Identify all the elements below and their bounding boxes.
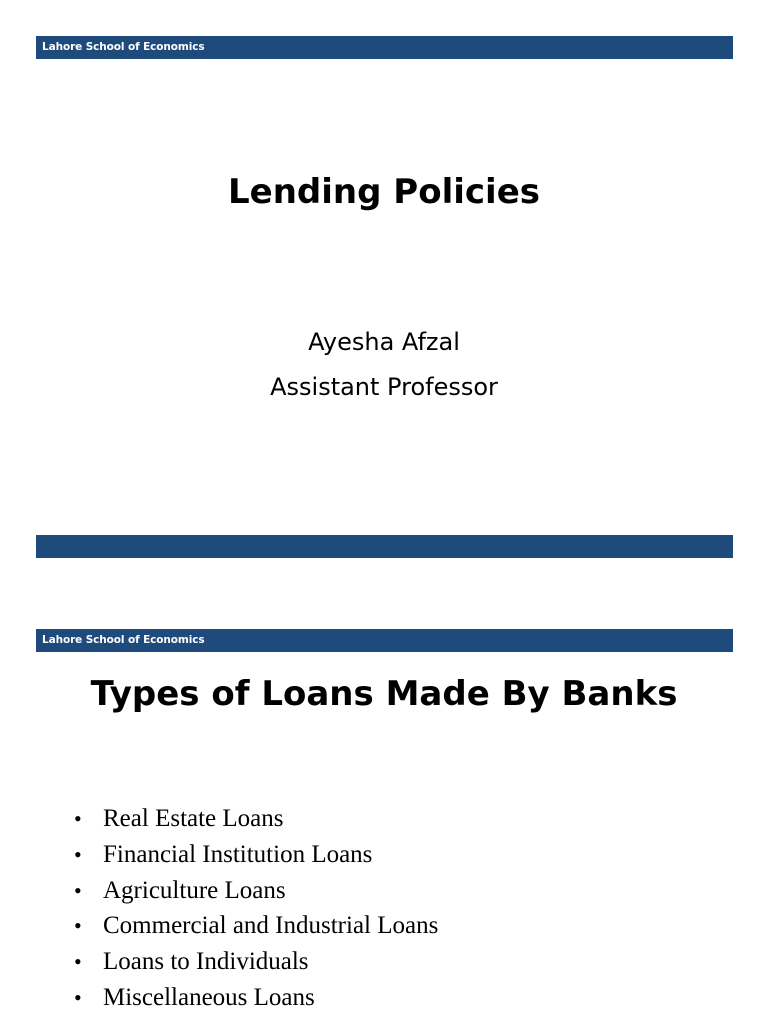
institution-label: Lahore School of Economics xyxy=(42,41,205,53)
slide-header-band xyxy=(36,629,733,652)
slide-title: Lending Policies xyxy=(228,172,540,212)
list-item-label: Commercial and Industrial Loans xyxy=(103,912,439,940)
list-item xyxy=(74,980,438,1016)
bullet-icon: • xyxy=(74,984,82,1010)
author-name: Ayesha Afzal xyxy=(308,328,460,356)
list-item-label: Miscellaneous Loans xyxy=(103,983,315,1011)
list-item xyxy=(74,873,438,909)
list-item-label: Financial Institution Loans xyxy=(103,840,373,868)
list-item xyxy=(74,944,438,980)
list-item xyxy=(74,801,438,837)
bullet-icon: • xyxy=(74,949,82,975)
bullet-icon: • xyxy=(74,913,82,939)
list-item xyxy=(74,908,438,944)
slide-title: Types of Loans Made By Banks xyxy=(90,674,678,714)
loan-types-list xyxy=(74,801,438,1016)
list-item-label: Agriculture Loans xyxy=(103,876,286,904)
slide-header-band xyxy=(36,36,733,59)
bullet-icon: • xyxy=(74,841,82,867)
slide-footer-band xyxy=(36,535,733,558)
bullet-icon: • xyxy=(74,877,82,903)
list-item-label: Loans to Individuals xyxy=(103,948,309,976)
author-role: Assistant Professor xyxy=(270,373,498,401)
institution-label: Lahore School of Economics xyxy=(42,634,205,646)
bullet-icon: • xyxy=(74,806,82,831)
list-item-label: Real Estate Loans xyxy=(103,805,284,832)
list-item xyxy=(74,837,438,873)
